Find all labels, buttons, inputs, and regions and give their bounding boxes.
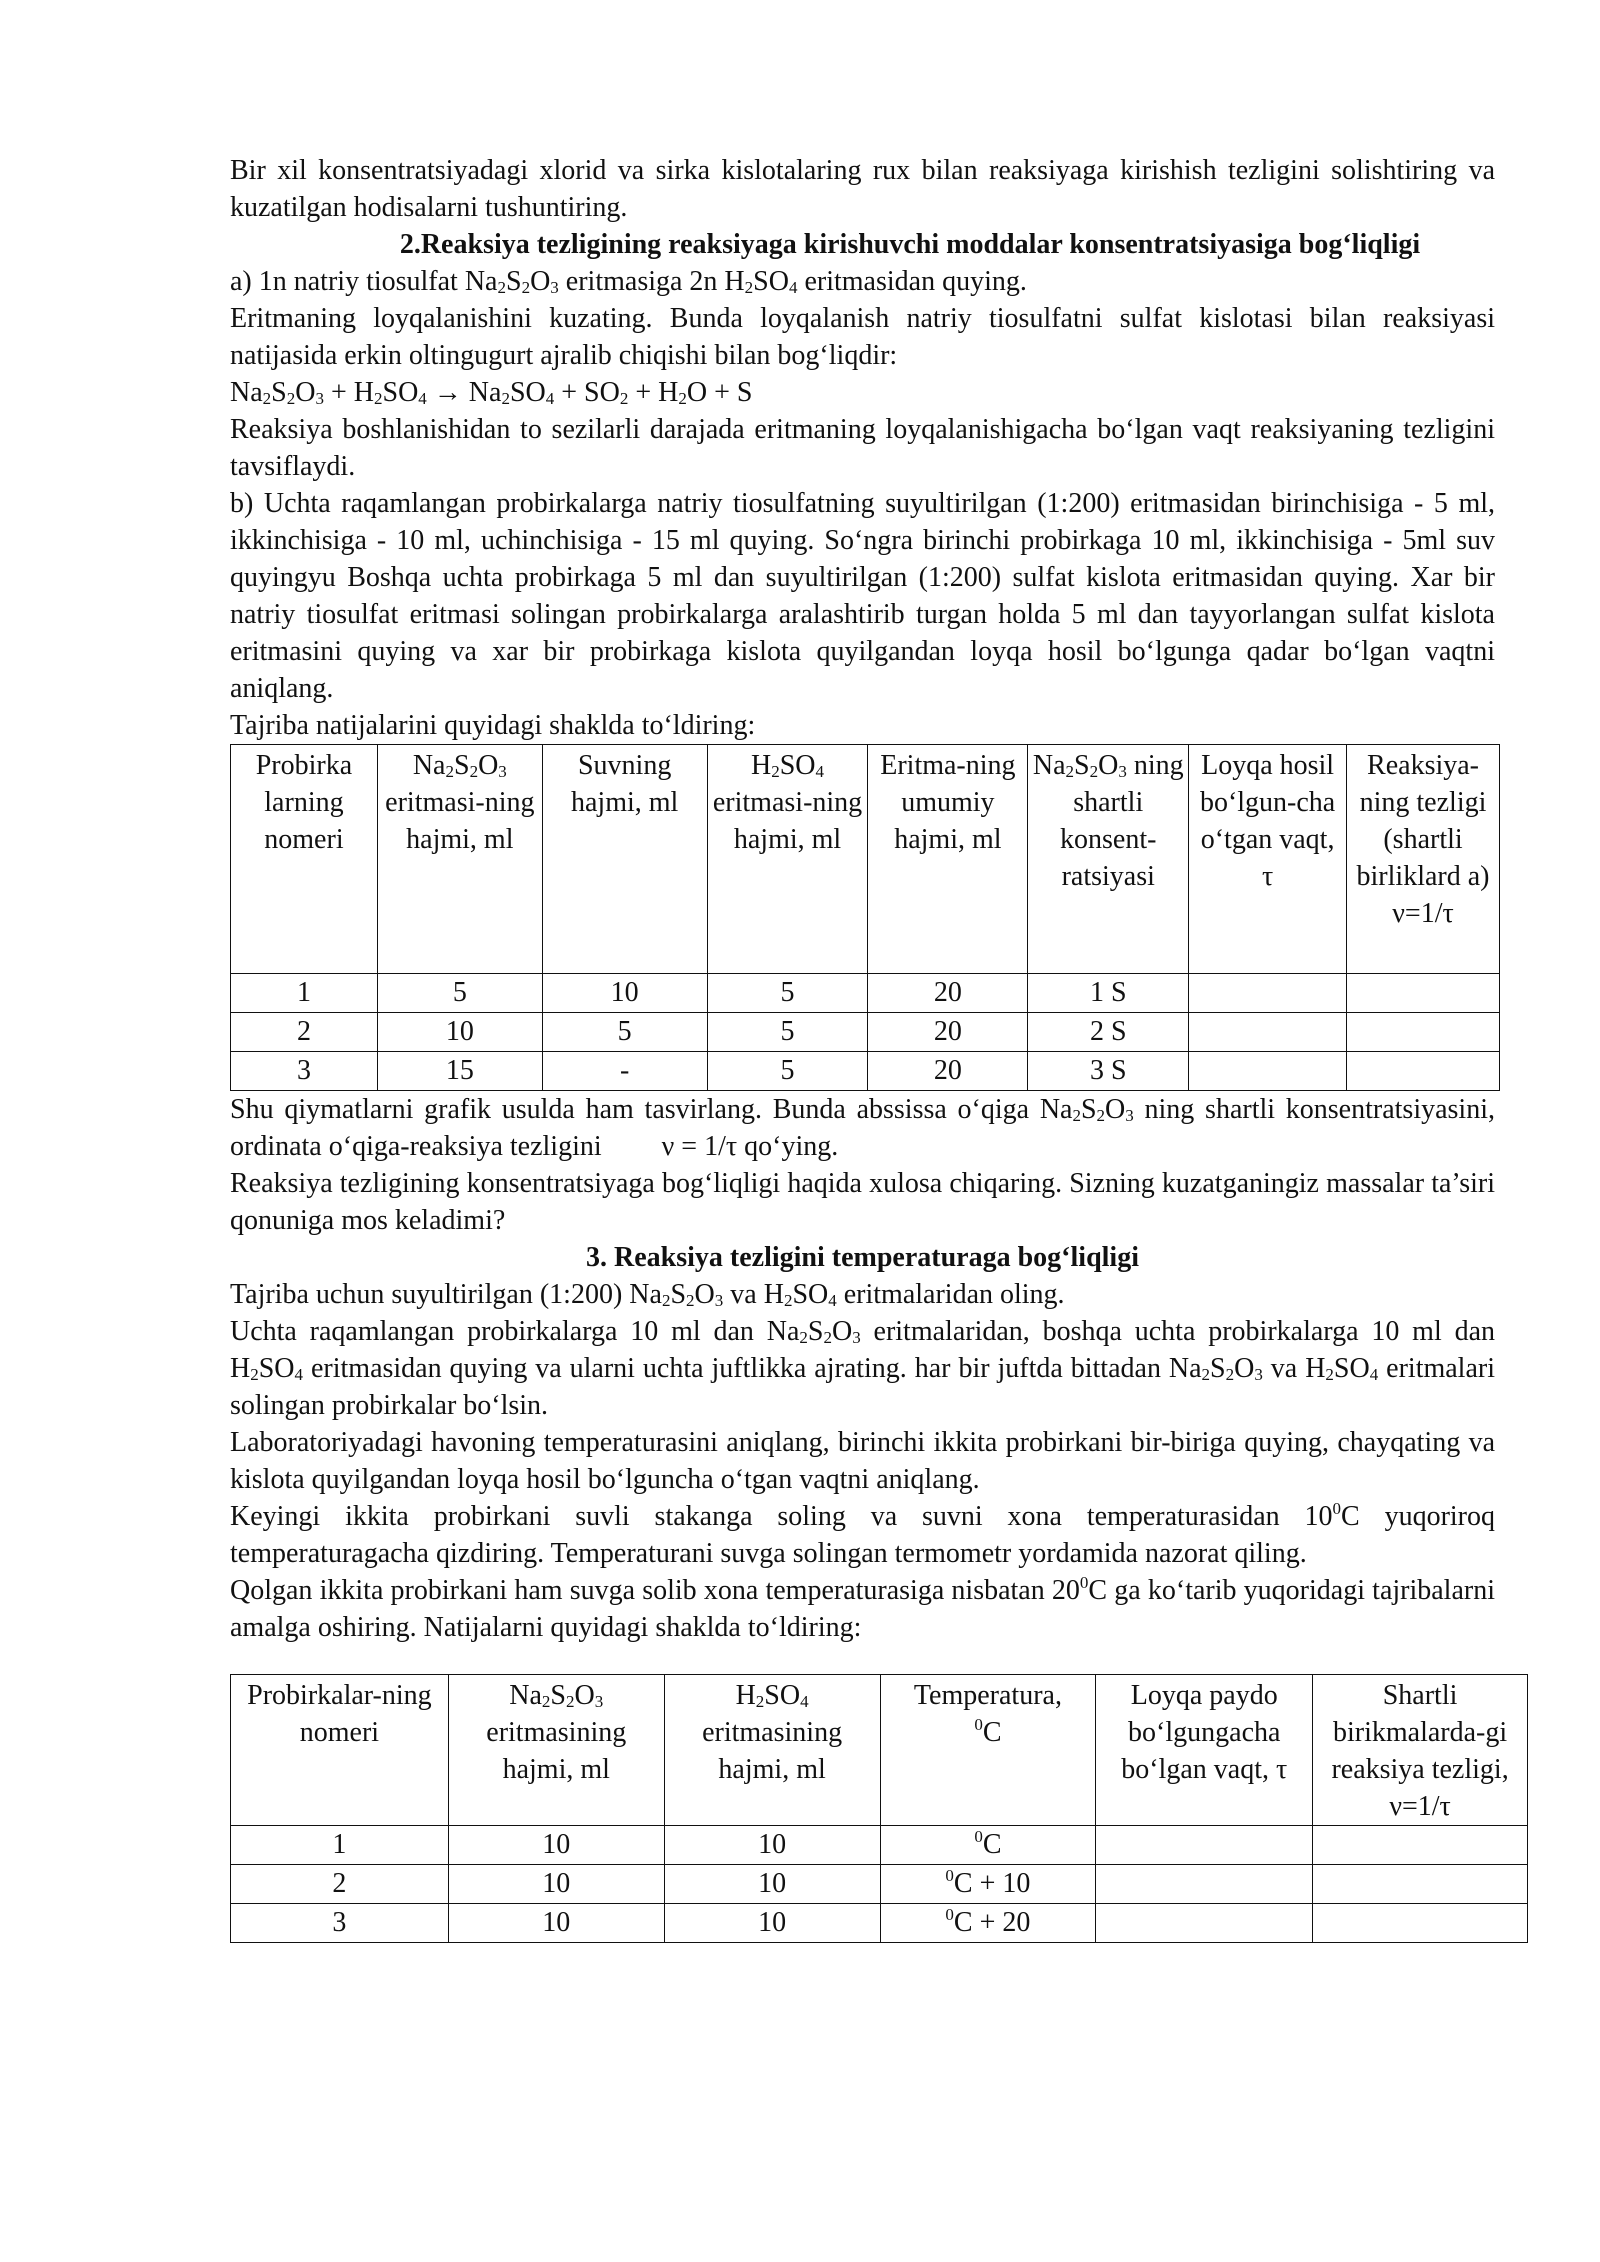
header-concentration: $Na_2S_2O_3$ ning shartli konsent-ratsiyasi bbox=[1028, 745, 1189, 974]
table-header-row bbox=[231, 745, 1500, 974]
table-cell[interactable] bbox=[1096, 1904, 1313, 1943]
concentration-table bbox=[230, 744, 1500, 1091]
header-turbidity-time: Loyqa hosil bo‘lgun-cha o‘tgan vaqt, τ bbox=[1189, 745, 1347, 974]
table-row bbox=[231, 1865, 1528, 1904]
table-cell: 5 bbox=[707, 974, 868, 1013]
table-cell: 10 bbox=[664, 1904, 880, 1943]
intro-paragraph: Bir xil konsentratsiyadagi xlorid va sirka kislotalaring rux bilan reaksiyaga kirishish tezligini solishtiring va kuzatilgan hodisalarni tushuntiring. bbox=[230, 155, 1495, 223]
header-reaction-rate: Shartli birikmalarda-gi reaksiya tezligi, ν=1/τ bbox=[1313, 1675, 1528, 1826]
table-cell: 3 bbox=[231, 1904, 449, 1943]
table-row bbox=[231, 1013, 1500, 1052]
table-cell[interactable] bbox=[1347, 1052, 1500, 1091]
table-cell: 2 bbox=[231, 1013, 378, 1052]
step-b-paragraph: b) Uchta raqamlangan probirkalarga natriy tiosulfatning suyultirilgan (1:200) eritmasidan birinchisiga - 5 ml, ikkinchisiga - 10 ml, uchinchisiga - 15 ml quying. So‘ngra birinchi probirkaga 10 ml, ikkinchisiga - 5ml suv quyingyu Boshqa uchta probirkaga 5 ml dan suyultirilgan (1:200) sulfat kislota eritmasidan quying. Xar bir natriy tiosulfat eritmasi solingan probirkalarga aralashtirib turgan holda 5 ml dan tayyorlangan sulfat kislota eritmasini quying va xar bir probirkaga kislota quyilgandan loyqa hosil bo‘lgunga qadar bo‘lgan vaqtni aniqlang. bbox=[230, 488, 1495, 704]
section2-heading: 2.Reaksiya tezligining reaksiyaga kirishuvchi moddalar konsentratsiyasiga bog‘liqligi bbox=[399, 229, 1421, 260]
header-reaction-rate: Reaksiya-ning tezligi (shartli birliklard a) ν=1/τ bbox=[1347, 745, 1500, 974]
table-row bbox=[231, 1826, 1528, 1865]
table-cell: $^0$C + 10 bbox=[880, 1865, 1096, 1904]
table-cell: 10 bbox=[448, 1826, 664, 1865]
header-turbidity-time: Loyqa paydo bo‘lgungacha bo‘lgan vaqt, τ bbox=[1096, 1675, 1313, 1826]
table-cell: 5 bbox=[707, 1013, 868, 1052]
table-cell: 20 bbox=[868, 1013, 1028, 1052]
conclusion-paragraph: Reaksiya tezligining konsentratsiyaga bog‘liqligi haqida xulosa chiqaring. Sizning kuzatganingiz massalar ta’siri qonuniga mos keladimi? bbox=[230, 1168, 1495, 1236]
remaining-paragraph: Qolgan ikkita probirkani ham suvga solib xona temperaturasiga nisbatan $20^0C$ ga ko‘tarib yuqoridagi tajribalarni amalga oshiring. Natijalarni quyidagi shaklda to‘ldiring: bbox=[230, 1573, 1495, 1643]
time-note-paragraph: Reaksiya boshlanishidan to sezilarli darajada eritmaning loyqalanishigacha bo‘lgan vaqt reaksiyaning tezligini tavsiflaydi. bbox=[230, 414, 1495, 482]
table-cell: 5 bbox=[707, 1052, 868, 1091]
table-cell: 20 bbox=[868, 974, 1028, 1013]
table-cell[interactable] bbox=[1189, 974, 1347, 1013]
table-cell[interactable] bbox=[1313, 1826, 1528, 1865]
table-row bbox=[231, 1904, 1528, 1943]
table-cell[interactable] bbox=[1313, 1904, 1528, 1943]
table-cell[interactable] bbox=[1313, 1865, 1528, 1904]
table-cell: 1 bbox=[231, 1826, 449, 1865]
table-cell[interactable] bbox=[1189, 1013, 1347, 1052]
reaction-equation: $Na_2S_2O_3 + H_2SO_4 \to Na_2SO_4 + SO_2 + H_2O + S$ bbox=[230, 377, 753, 408]
header-tube-number: Probirka larning nomeri bbox=[231, 745, 378, 974]
table-cell: 1 S bbox=[1028, 974, 1189, 1013]
table-cell: $^0$C + 20 bbox=[880, 1904, 1096, 1943]
table-cell: 3 bbox=[231, 1052, 378, 1091]
table-cell[interactable] bbox=[1096, 1826, 1313, 1865]
graph-instructions: Shu qiymatlarni grafik usulda ham tasvirlang. Bunda abssissa o‘qiga $Na_2S_2O_3$ ning shartli konsentratsiyasini, ordinata o‘qiga-reaksiya tezligini ν = 1/τ qo‘ying. bbox=[230, 1094, 1495, 1162]
table-cell: 10 bbox=[377, 1013, 542, 1052]
pairing-paragraph: Uchta raqamlangan probirkalarga 10 ml dan $Na_2S_2O_3$ eritmalaridan, boshqa uchta probirkalarga 10 ml dan $H_2SO_4$ eritmasidan quying va ularni uchta juftlikka ajrating. har bir juftda bittadan $Na_2S_2O_3$ va $H_2SO_4$ eritmalari solingan probirkalar bo‘lsin. bbox=[230, 1316, 1495, 1421]
table1-intro: Tajriba natijalarini quyidagi shaklda to‘ldiring: bbox=[230, 710, 756, 741]
lab-paragraph: Laboratoriyadagi havoning temperaturasini aniqlang, birinchi ikkita probirkani bir-biriga quying, chayqating va kislota quyilgandan loyqa hosil bo‘lguncha o‘tgan vaqtni aniqlang. bbox=[230, 1427, 1495, 1495]
header-water-volume: Suvning hajmi, ml bbox=[542, 745, 707, 974]
table-cell: - bbox=[542, 1052, 707, 1091]
table-cell: 10 bbox=[448, 1865, 664, 1904]
table-cell: 10 bbox=[664, 1865, 880, 1904]
table-cell: 2 S bbox=[1028, 1013, 1189, 1052]
table-cell[interactable] bbox=[1096, 1865, 1313, 1904]
header-acid-volume: $H_2SO_4$ eritmasining hajmi, ml bbox=[664, 1675, 880, 1826]
step-a-paragraph: a) 1n natriy tiosulfat $Na_2S_2O_3$ eritmasiga 2n $H_2SO_4$ eritmasidan quying. bbox=[230, 266, 1027, 297]
section3-heading: 3. Reaksiya tezligini temperaturaga bog‘liqligi bbox=[586, 1242, 1139, 1273]
table-header-row bbox=[231, 1675, 1528, 1826]
table-cell: 15 bbox=[377, 1052, 542, 1091]
table-cell: 2 bbox=[231, 1865, 449, 1904]
table-cell: 1 bbox=[231, 974, 378, 1013]
header-total-volume: Eritma-ning umumiy hajmi, ml bbox=[868, 745, 1028, 974]
document-page bbox=[230, 152, 1509, 1943]
header-acid-volume: $H_2SO_4$ eritmasi-ning hajmi, ml bbox=[707, 745, 868, 974]
prep-paragraph: Tajriba uchun suyultirilgan (1:200) $Na_2S_2O_3$ va $H_2SO_4$ eritmalaridan oling. bbox=[230, 1279, 1065, 1310]
table-cell[interactable] bbox=[1347, 1013, 1500, 1052]
table-row bbox=[231, 974, 1500, 1013]
temperature-table bbox=[230, 1674, 1528, 1943]
table-cell: 5 bbox=[377, 974, 542, 1013]
header-thiosulfate-volume: $Na_2S_2O_3$ eritmasi-ning hajmi, ml bbox=[377, 745, 542, 974]
table-cell: 3 S bbox=[1028, 1052, 1189, 1091]
table-cell: 20 bbox=[868, 1052, 1028, 1091]
observe-paragraph: Eritmaning loyqalanishini kuzating. Bunda loyqalanish natriy tiosulfatni sulfat kislotasi bilan reaksiyasi natijasida erkin oltingugurt ajralib chiqishi bilan bog‘liqdir: bbox=[230, 303, 1495, 371]
table-cell[interactable] bbox=[1347, 974, 1500, 1013]
header-tube-number: Probirkalar-ning nomeri bbox=[231, 1675, 449, 1826]
table-cell: 10 bbox=[664, 1826, 880, 1865]
table-cell[interactable] bbox=[1189, 1052, 1347, 1091]
table-row bbox=[231, 1052, 1500, 1091]
table-cell: 10 bbox=[542, 974, 707, 1013]
header-thiosulfate-volume: $Na_2S_2O_3$ eritmasining hajmi, ml bbox=[448, 1675, 664, 1826]
table-cell: 5 bbox=[542, 1013, 707, 1052]
header-temperature: Temperatura, $^0$C bbox=[880, 1675, 1096, 1826]
table-cell: 10 bbox=[448, 1904, 664, 1943]
table-cell: $^0$C bbox=[880, 1826, 1096, 1865]
heating-paragraph: Keyingi ikkita probirkani suvli stakanga soling va suvni xona temperaturasidan $10^0C$ yuqoriroq temperaturagacha qizdiring. Temperaturani suvga solingan termometr yordamida nazorat qiling. bbox=[230, 1499, 1496, 1569]
